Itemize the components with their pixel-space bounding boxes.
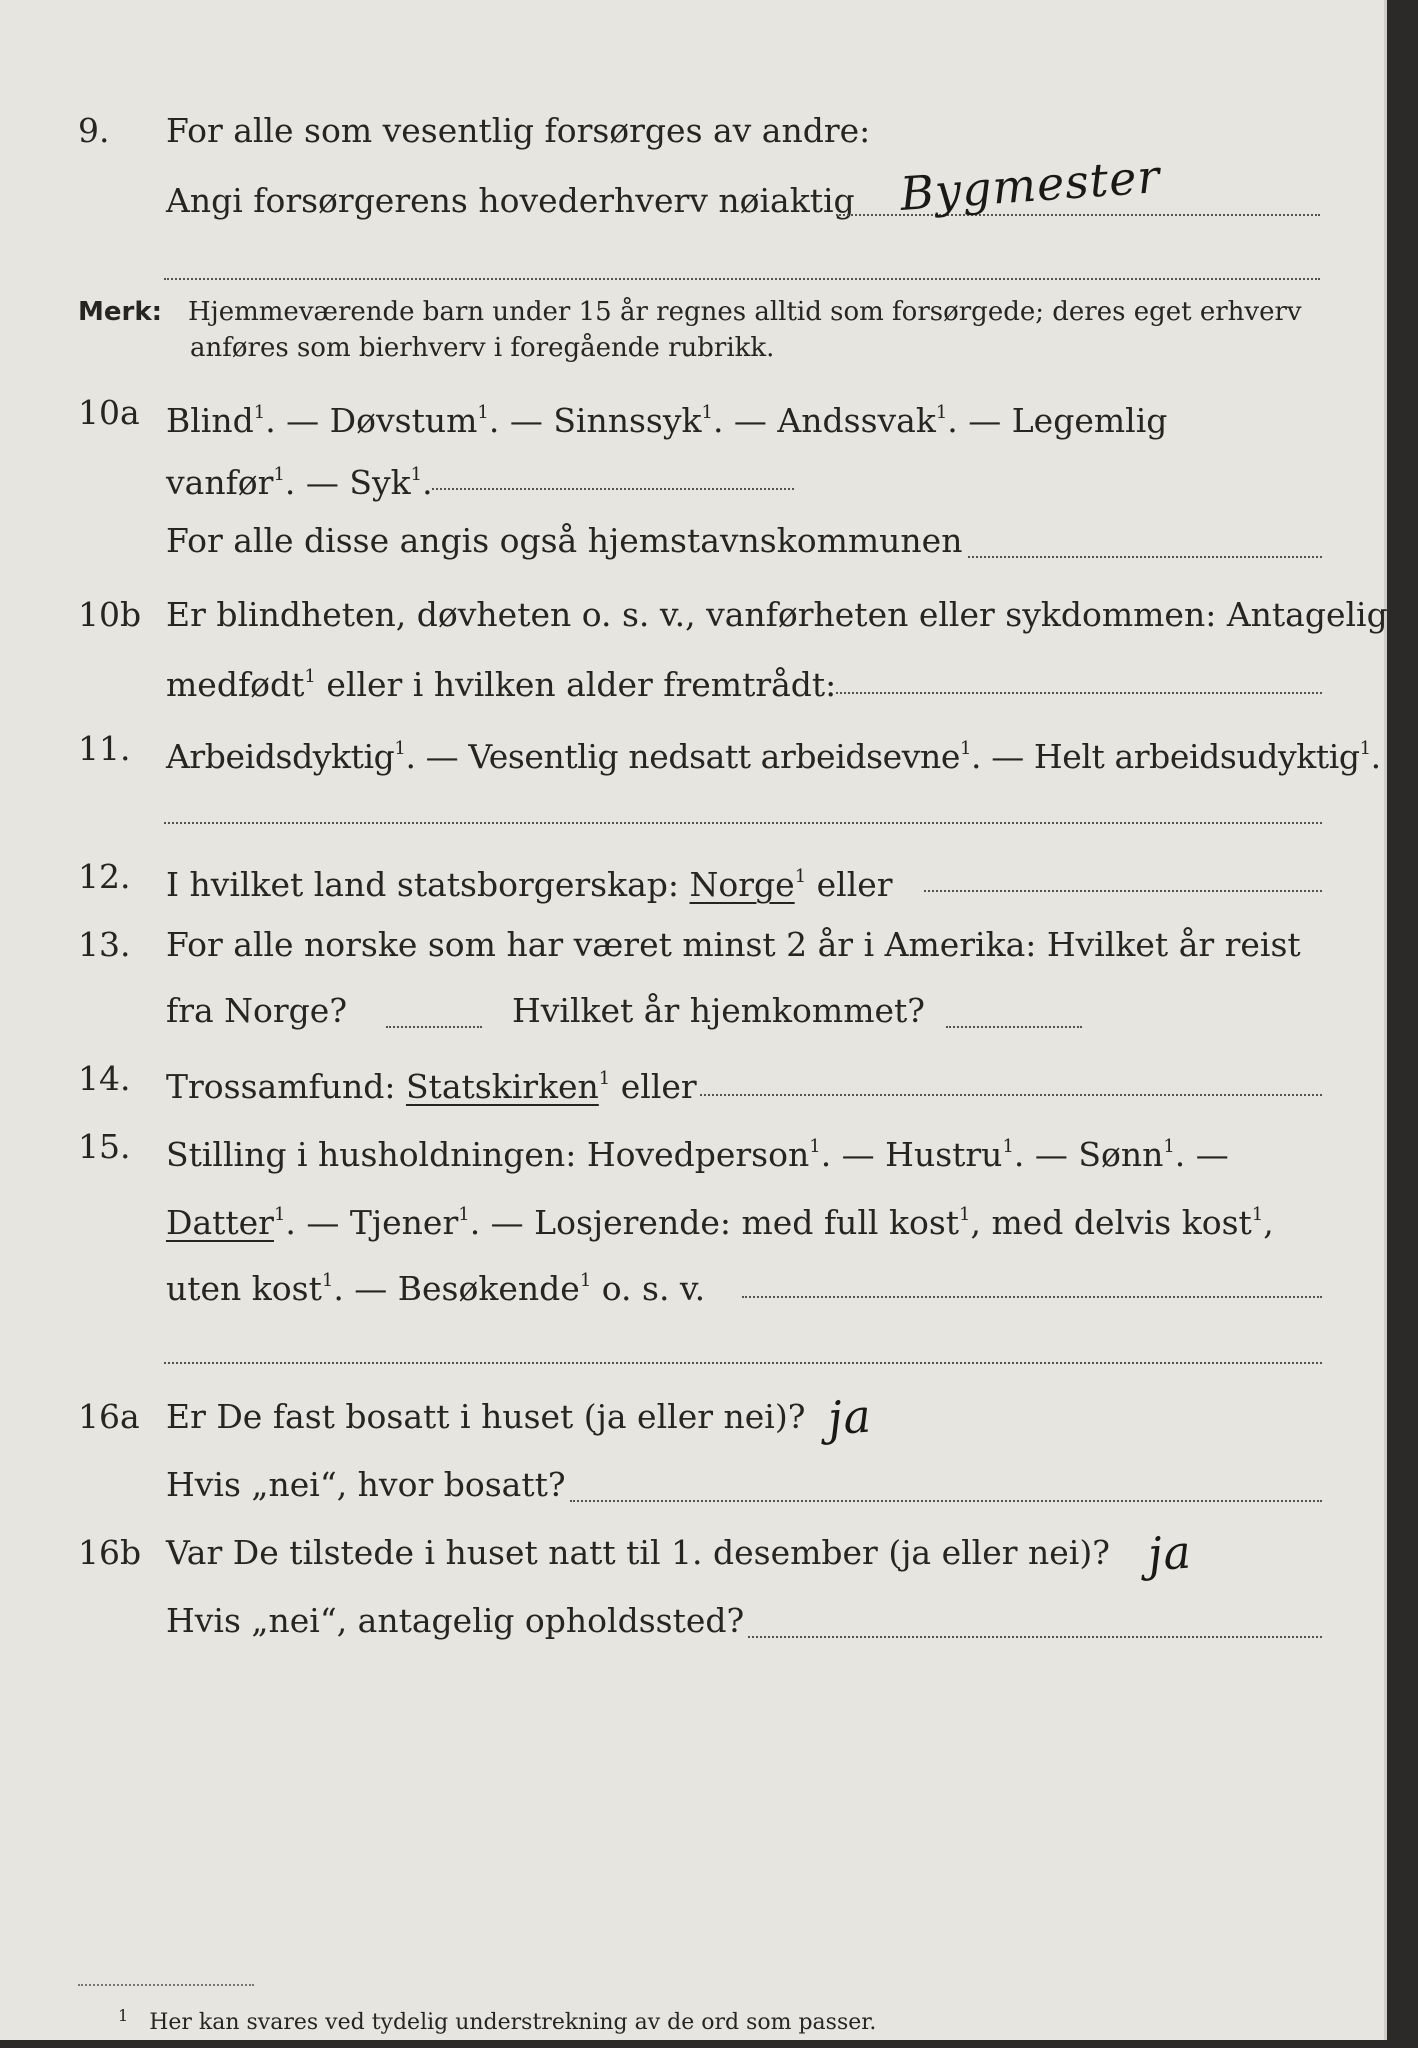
option-vanfor[interactable]: vanfør: [166, 463, 274, 502]
footnote-ref: 1: [458, 1204, 470, 1225]
q13-number: 13.: [78, 925, 131, 964]
punct: . —: [1174, 1135, 1229, 1174]
q16b-handwritten-answer: ja: [1146, 1524, 1194, 1582]
q15-extra-line[interactable]: [164, 1362, 1322, 1364]
q10a-text-2: [166, 444, 433, 514]
q16a-line1: [0, 1386, 1384, 1448]
q10b-line1: [0, 584, 1388, 646]
q9-handwritten-answer: Bygmester: [898, 148, 1162, 222]
q13-text-2b: Hvilket år hjemkommet?: [512, 991, 925, 1030]
q12-number: 12.: [78, 857, 131, 896]
q12-eller: eller: [806, 865, 893, 904]
q11-text: [166, 718, 1381, 788]
q15-answer-line[interactable]: [742, 1296, 1322, 1298]
option-norge[interactable]: Norge: [689, 865, 795, 904]
q16a-answer-line[interactable]: [570, 1500, 1322, 1502]
footnote-ref: 1: [809, 1136, 821, 1157]
q16a-line2: [0, 1454, 1384, 1516]
footnote-text: Her kan svares ved tydelig understrekning av de ord som passer.: [149, 2010, 877, 2035]
q10b-number: 10b: [78, 595, 142, 634]
option-nedsatt[interactable]: . — Vesentlig nedsatt arbeidsevne: [405, 737, 960, 776]
option-udyktig[interactable]: . — Helt arbeidsudyktig: [971, 737, 1360, 776]
q15-number: 15.: [78, 1127, 131, 1166]
q10a-line1: [0, 382, 1384, 444]
q14-answer-line[interactable]: [700, 1094, 1322, 1096]
q11-line: [0, 718, 1384, 780]
q13-line2: [0, 980, 1384, 1042]
option-andssvak[interactable]: . — Andssvak: [712, 401, 936, 440]
q12-answer-line[interactable]: [924, 890, 1322, 892]
option-uten-kost[interactable]: uten kost: [166, 1269, 322, 1308]
q12-text: [166, 846, 893, 916]
punct: .: [422, 463, 433, 502]
q11-number: 11.: [78, 729, 131, 768]
q9-text-1: For alle som vesentlig forsørges av andre:: [166, 111, 871, 150]
option-sonn[interactable]: . — Sønn: [1013, 1135, 1164, 1174]
footnote-ref: 1: [477, 402, 489, 423]
q13-reist-line[interactable]: [386, 1026, 482, 1028]
footnote-ref: 1: [959, 1204, 971, 1225]
q14-text: [166, 1048, 697, 1118]
q10a-answer-line-1[interactable]: [432, 488, 794, 490]
option-legemlig[interactable]: . — Legemlig: [947, 401, 1168, 440]
option-dovstum[interactable]: . — Døvstum: [265, 401, 478, 440]
q10a-line3: [0, 510, 1384, 572]
q13-text-1: For alle norske som har været minst 2 år i Amerika: Hvilket år reist: [166, 925, 1301, 964]
merk-note: [78, 292, 1302, 332]
footnote-rule: [78, 1984, 254, 1986]
punct: ,: [1263, 1203, 1274, 1242]
option-hustru[interactable]: . — Hustru: [820, 1135, 1003, 1174]
merk-text-2: anføres som bierhverv i foregående rubrikk.: [190, 333, 775, 363]
q10b-text-1: Er blindheten, døvheten o. s. v., vanførheten eller sykdommen: Antagelig: [166, 595, 1388, 634]
q10b-text-2b: eller i hvilken alder fremtrådt:: [315, 665, 837, 704]
q10a-text-1: [166, 382, 1167, 452]
footnote-ref: 1: [253, 402, 266, 423]
q14-line: [0, 1048, 1384, 1110]
q14-eller: eller: [610, 1067, 697, 1106]
footnote-mark: 1: [118, 2006, 129, 2025]
q9-number: 9.: [78, 111, 110, 150]
q14-number: 14.: [78, 1059, 131, 1098]
q9-line2: [0, 170, 1384, 232]
option-syk[interactable]: . — Syk: [284, 463, 411, 502]
footnote-ref: 1: [1251, 1204, 1264, 1225]
q10a-number: 10a: [78, 393, 140, 432]
option-blind[interactable]: Blind: [166, 401, 254, 440]
q15-text-3: [166, 1250, 705, 1320]
option-arbeidsdyktig[interactable]: Arbeidsdyktig: [166, 737, 395, 776]
q15-text-1: [166, 1116, 1229, 1186]
q15-line3: [0, 1250, 1384, 1312]
merk-text-1: Hjemmeværende barn under 15 år regnes alltid som forsørgede; deres eget erhverv: [188, 297, 1302, 327]
q15-line2: [0, 1184, 1384, 1246]
footnote-ref: 1: [1163, 1136, 1175, 1157]
q16a-handwritten-answer: ja: [826, 1388, 874, 1446]
q16a-number: 16a: [78, 1397, 140, 1436]
option-medfodt[interactable]: medfødt: [166, 665, 305, 704]
q16b-answer-line[interactable]: [748, 1636, 1322, 1638]
q16a-text-2: Hvis „nei“, hvor bosatt?: [166, 1465, 566, 1504]
option-delvis-kost[interactable]: , med delvis kost: [970, 1203, 1252, 1242]
q16a-text-1: Er De fast bosatt i huset (ja eller nei)?: [166, 1397, 806, 1436]
footnote-ref: 1: [273, 1204, 286, 1225]
option-tjener[interactable]: . — Tjener: [285, 1203, 459, 1242]
q9-text-2: Angi forsørgerens hovederhverv nøiaktig: [166, 181, 855, 220]
footnote-ref: 1: [410, 464, 423, 485]
q15-osv: o. s. v.: [591, 1269, 706, 1308]
footnote-ref: 1: [598, 1068, 611, 1089]
footnote-ref: 1: [701, 402, 713, 423]
footnote-ref: 1: [304, 666, 316, 687]
footnote: [118, 2006, 877, 2035]
q16b-text-2: Hvis „nei“, antagelig opholdssted?: [166, 1601, 745, 1640]
q10b-answer-line[interactable]: [836, 692, 1322, 694]
footnote-ref: 1: [579, 1270, 592, 1291]
option-full-kost[interactable]: . — Losjerende: med full kost: [469, 1203, 960, 1242]
option-datter[interactable]: Datter: [166, 1203, 274, 1242]
q13-text-2a: fra Norge?: [166, 991, 348, 1030]
q13-line1: [0, 914, 1384, 976]
q10a-text-3: For alle disse angis også hjemstavnskommunen: [166, 521, 963, 560]
q15-line1: [0, 1116, 1384, 1178]
q12-question: I hvilket land statsborgerskap:: [166, 865, 690, 904]
q10b-line2: [0, 646, 1384, 708]
punct: .: [1370, 737, 1381, 776]
option-besokende[interactable]: . — Besøkende: [333, 1269, 580, 1308]
q16b-line2: [0, 1590, 1384, 1652]
footnote-ref: 1: [273, 464, 285, 485]
q15-text-2: [166, 1184, 1274, 1254]
q12-line: [0, 846, 1384, 908]
footnote-ref: 1: [321, 1270, 334, 1291]
footnote-ref: 1: [935, 402, 948, 423]
footnote-ref: 1: [794, 866, 807, 887]
option-hovedperson[interactable]: Stilling i husholdningen: Hovedperson: [166, 1135, 810, 1174]
q11-answer-line[interactable]: [164, 822, 1322, 824]
footnote-ref: 1: [394, 738, 406, 759]
option-sinnssyk[interactable]: . — Sinnssyk: [488, 401, 702, 440]
q10b-text-2: [166, 646, 836, 716]
q9-extra-line[interactable]: [164, 278, 1320, 280]
q10a-line2: [0, 444, 1384, 506]
q16b-text-1: Var De tilstede i huset natt til 1. desember (ja eller nei)?: [166, 1533, 1110, 1572]
q14-question: Trossamfund:: [166, 1067, 406, 1106]
merk-label: Merk:: [78, 297, 163, 327]
q10a-answer-line-2[interactable]: [968, 556, 1322, 558]
q16b-number: 16b: [78, 1533, 142, 1572]
footnote-ref: 1: [959, 738, 972, 759]
q9-line1: [0, 100, 1384, 162]
footnote-ref: 1: [1002, 1136, 1014, 1157]
footnote-ref: 1: [1359, 738, 1371, 759]
q13-hjemkommet-line[interactable]: [946, 1026, 1082, 1028]
option-statskirken[interactable]: Statskirken: [405, 1067, 599, 1106]
